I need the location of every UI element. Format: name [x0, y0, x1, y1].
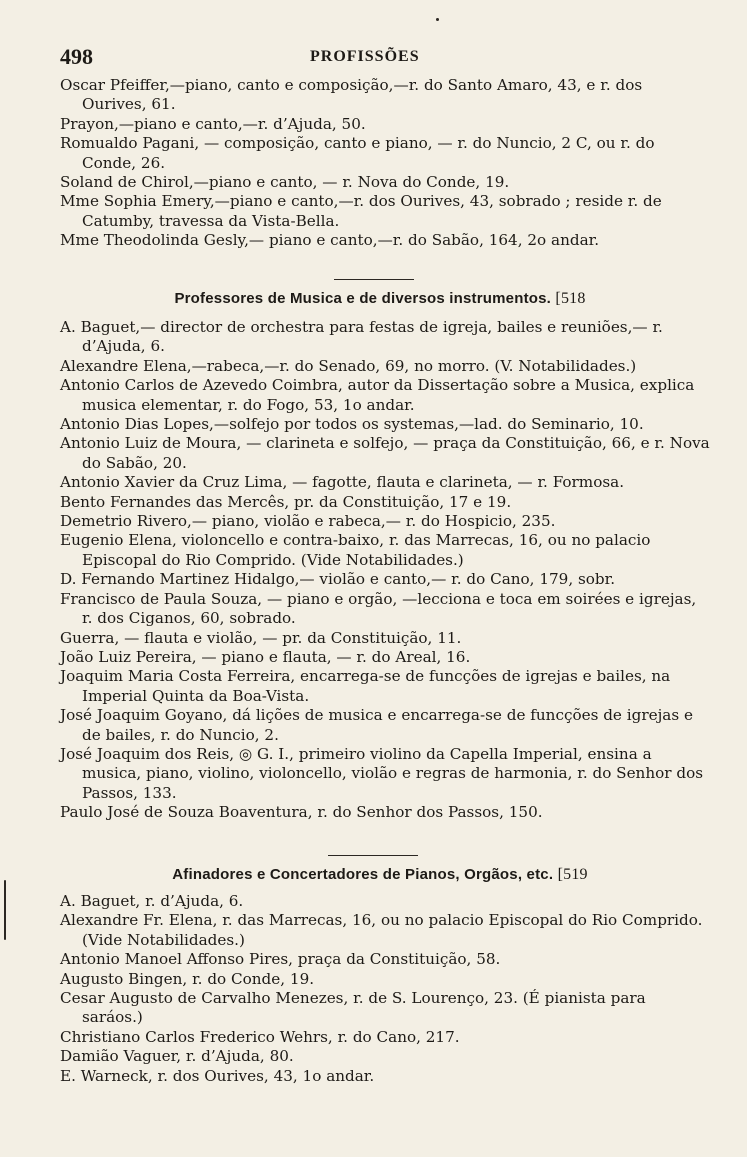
- page-header: [60, 44, 700, 70]
- directory-entry: João Luiz Pereira, — piano e flauta, — r. do Areal, 16.: [60, 647, 471, 666]
- directory-entry: Oscar Pfeiffer,—piano, canto e composição,—r. do Santo Amaro, 43, e r. dos Ourives, 61.: [60, 76, 643, 114]
- directory-entry: Damião Vaguer, r. d’Ajuda, 80.: [60, 1047, 294, 1066]
- piano-tuners-list: [60, 892, 710, 1086]
- section-title: Professores de Musica e de diversos instrumentos.: [174, 290, 552, 307]
- directory-entry: Antonio Xavier da Cruz Lima, — fagotte, flauta e clarineta, — r. Formosa.: [60, 473, 625, 492]
- section-reference: [518: [555, 290, 586, 307]
- directory-entry: Antonio Carlos de Azevedo Coimbra, autor da Dissertação sobre a Musica, explica musica elementar, r. do Fogo, 53, 1o andar.: [60, 376, 695, 414]
- section-heading: [60, 290, 700, 308]
- directory-entry: Guerra, — flauta e violão, — pr. da Constituição, 11.: [60, 628, 462, 647]
- directory-entry: Prayon,—piano e canto,—r. d’Ajuda, 50.: [60, 114, 366, 133]
- directory-entry: E. Warneck, r. dos Ourives, 43, 1o andar.: [60, 1066, 375, 1085]
- directory-entry: Bento Fernandes das Mercês, pr. da Constituição, 17 e 19.: [60, 492, 512, 511]
- directory-entry: Francisco de Paula Souza, — piano e orgão, —lecciona e toca em soirées e igrejas, r. dos Ciganos, 60, sobrado.: [60, 589, 697, 628]
- directory-entry: Antonio Luiz de Moura, — clarineta e solfejo, — praça da Constituição, 66, e r. Nova do Sabão, 20.: [60, 434, 710, 472]
- directory-entry: Cesar Augusto de Carvalho Menezes, r. de S. Lourenço, 23. (É pianista para saráos.): [60, 989, 646, 1027]
- directory-entry: Alexandre Elena,—rabeca,—r. do Senado, 69, no morro. (V. Notabilidades.): [60, 356, 637, 375]
- section-reference: [519: [557, 866, 588, 883]
- directory-entry: Eugenio Elena, violoncello e contra-baixo, r. das Marrecas, 16, ou no palacio Episcopal do Rio Comprido. (Vide Notabilidades.): [60, 531, 651, 569]
- top-entries: [60, 76, 710, 251]
- section-title: Afinadores e Concertadores de Pianos, Orgãos, etc.: [172, 866, 554, 883]
- directory-entry: Soland de Chirol,—piano e canto, — r. Nova do Conde, 19.: [60, 173, 510, 192]
- directory-entry: Romualdo Pagani, — composição, canto e piano, — r. do Nuncio, 2 C, ou r. do Conde, 26.: [60, 134, 655, 172]
- directory-entry: Antonio Manoel Affonso Pires, praça da Constituição, 58.: [60, 950, 501, 969]
- directory-entry: José Joaquim Goyano, dá lições de musica e encarrega-se de funcções de igrejas e de bailes, r. do Nuncio, 2.: [60, 706, 693, 744]
- directory-entry: D. Fernando Martinez Hidalgo,— violão e canto,— r. do Cano, 179, sobr.: [60, 570, 616, 589]
- section-heading: [60, 866, 700, 884]
- scan-edge-mark: [4, 880, 6, 940]
- directory-entry: Alexandre Fr. Elena, r. das Marrecas, 16, ou no palacio Episcopal do Rio Comprido. (Vide Notabilidades.): [60, 911, 703, 949]
- page-number: 498: [60, 44, 93, 69]
- section-divider: [328, 855, 418, 856]
- section-divider: [334, 279, 414, 280]
- directory-entry: Paulo José de Souza Boaventura, r. do Senhor dos Passos, 150.: [60, 803, 543, 822]
- directory-entry: Antonio Dias Lopes,—solfejo por todos os systemas,—lad. do Seminario, 10.: [60, 415, 644, 434]
- directory-entry: Christiano Carlos Frederico Wehrs, r. do Cano, 217.: [60, 1027, 460, 1046]
- scan-speck: [436, 18, 439, 21]
- directory-entry: Mme Theodolinda Gesly,— piano e canto,—r. do Sabão, 164, 2o andar.: [60, 231, 600, 250]
- directory-entry: A. Baguet,— director de orchestra para festas de igreja, bailes e reuniões,— r. d’Ajuda, 6.: [60, 318, 663, 356]
- directory-entry: A. Baguet, r. d’Ajuda, 6.: [60, 892, 244, 910]
- directory-entry: José Joaquim dos Reis, ◎ G. I., primeiro violino da Capella Imperial, ensina a musica, piano, violino, violoncello, violão e regras de harmonia, r. do Senhor dos Passos, 133.: [60, 744, 704, 802]
- running-title: PROFISSÕES: [310, 48, 420, 65]
- music-teachers-list: [60, 318, 710, 823]
- directory-entry: Demetrio Rivero,— piano, violão e rabeca,— r. do Hospicio, 235.: [60, 512, 556, 531]
- directory-entry: Mme Sophia Emery,—piano e canto,—r. dos Ourives, 43, sobrado ; reside r. de Catumby, travessa da Vista-Bella.: [60, 192, 662, 230]
- directory-entry: Augusto Bingen, r. do Conde, 19.: [60, 969, 315, 988]
- directory-entry: Joaquim Maria Costa Ferreira, encarrega-se de funcções de igrejas e bailes, na Imperial Quinta da Boa-Vista.: [60, 667, 671, 705]
